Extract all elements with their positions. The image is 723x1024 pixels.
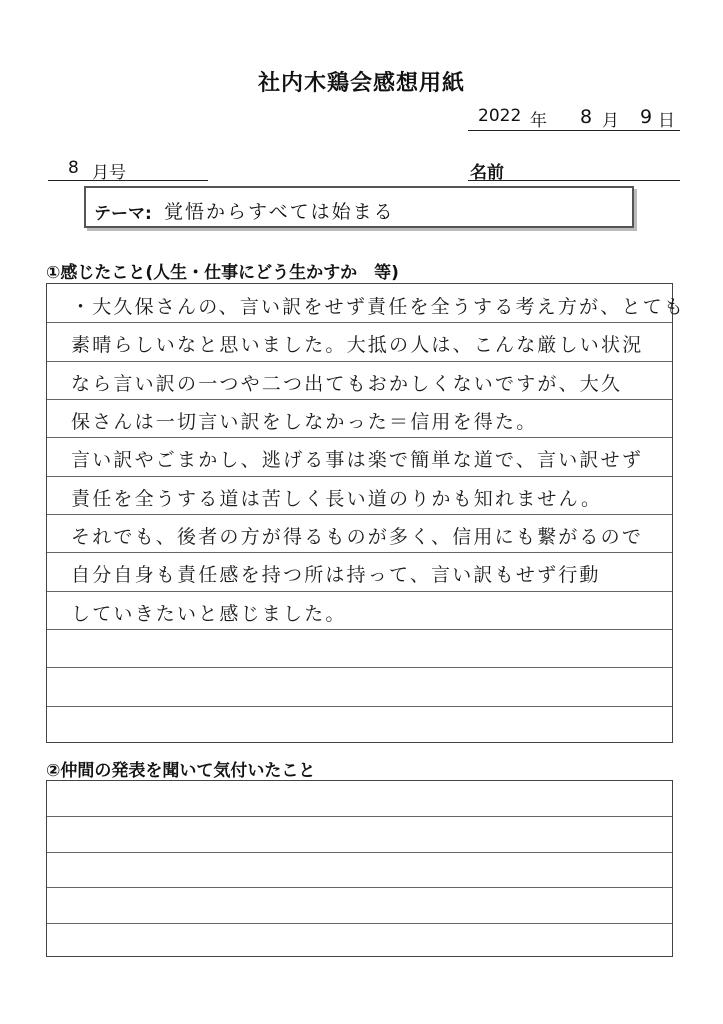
section2-ruled-area [46, 780, 673, 957]
issue-field [48, 156, 208, 181]
ruled-line [47, 923, 672, 924]
ruled-line [47, 887, 672, 888]
date-year: 2022 [478, 106, 522, 126]
section1-heading: ①感じたこと(人生・仕事にどう生かすか 等) [46, 263, 399, 283]
ruled-line [47, 322, 672, 323]
ruled-line [47, 591, 672, 592]
theme-box [84, 186, 634, 228]
theme-label: テーマ: [94, 204, 152, 224]
handwritten-line: 責任を全うする道は苦しく長い道のりかも知れません。 [71, 487, 603, 510]
ruled-line [47, 852, 672, 853]
handwritten-line: 保さんは一切言い訳をしなかった＝信用を得た。 [71, 411, 538, 433]
ruled-line [47, 667, 672, 668]
issue-month: 8 [68, 158, 79, 178]
handwritten-line: していきたいと感じました。 [71, 602, 347, 625]
issue-label: 月号 [92, 163, 126, 183]
date-month: 8 [580, 106, 593, 128]
handwritten-line: 素晴らしいなと思いました。大抵の人は、こんな厳しい状況 [71, 334, 644, 357]
date-year-label: 年 [530, 111, 547, 131]
ruled-line [47, 706, 672, 707]
ruled-line [47, 552, 672, 553]
ruled-line [47, 361, 672, 362]
form-title: 社内木鶏会感想用紙 [257, 71, 465, 96]
handwritten-line: なら言い訳の一つや二つ出てもおかしくないですが、大久 [71, 372, 623, 395]
ruled-line [47, 629, 672, 630]
name-field [468, 156, 680, 181]
ruled-line [47, 514, 672, 515]
ruled-line [47, 816, 672, 817]
date-field [468, 104, 680, 131]
name-label: 名前 [470, 163, 504, 183]
handwritten-line: ・大久保さんの、言い訳をせず責任を全うする考え方が、とても [71, 296, 686, 318]
ruled-line [47, 437, 672, 438]
handwritten-line: 自分自身も責任感を持つ所は持って、言い訳もせず行動 [71, 564, 601, 587]
handwritten-line: それでも、後者の方が得るものが多く、信用にも繋がるので [71, 526, 644, 548]
date-day: 9 [640, 106, 653, 128]
ruled-line [47, 476, 672, 477]
handwritten-line: 言い訳やごまかし、逃げる事は楽で簡単な道で、言い訳せず [71, 449, 644, 472]
theme-value: 覚悟からすべては始まる [164, 201, 395, 223]
ruled-line [47, 399, 672, 400]
date-month-label: 月 [602, 111, 619, 131]
section2-heading: ②仲間の発表を聞いて気付いたこと [46, 761, 316, 781]
date-day-label: 日 [658, 111, 675, 131]
section1-ruled-area [46, 283, 686, 743]
